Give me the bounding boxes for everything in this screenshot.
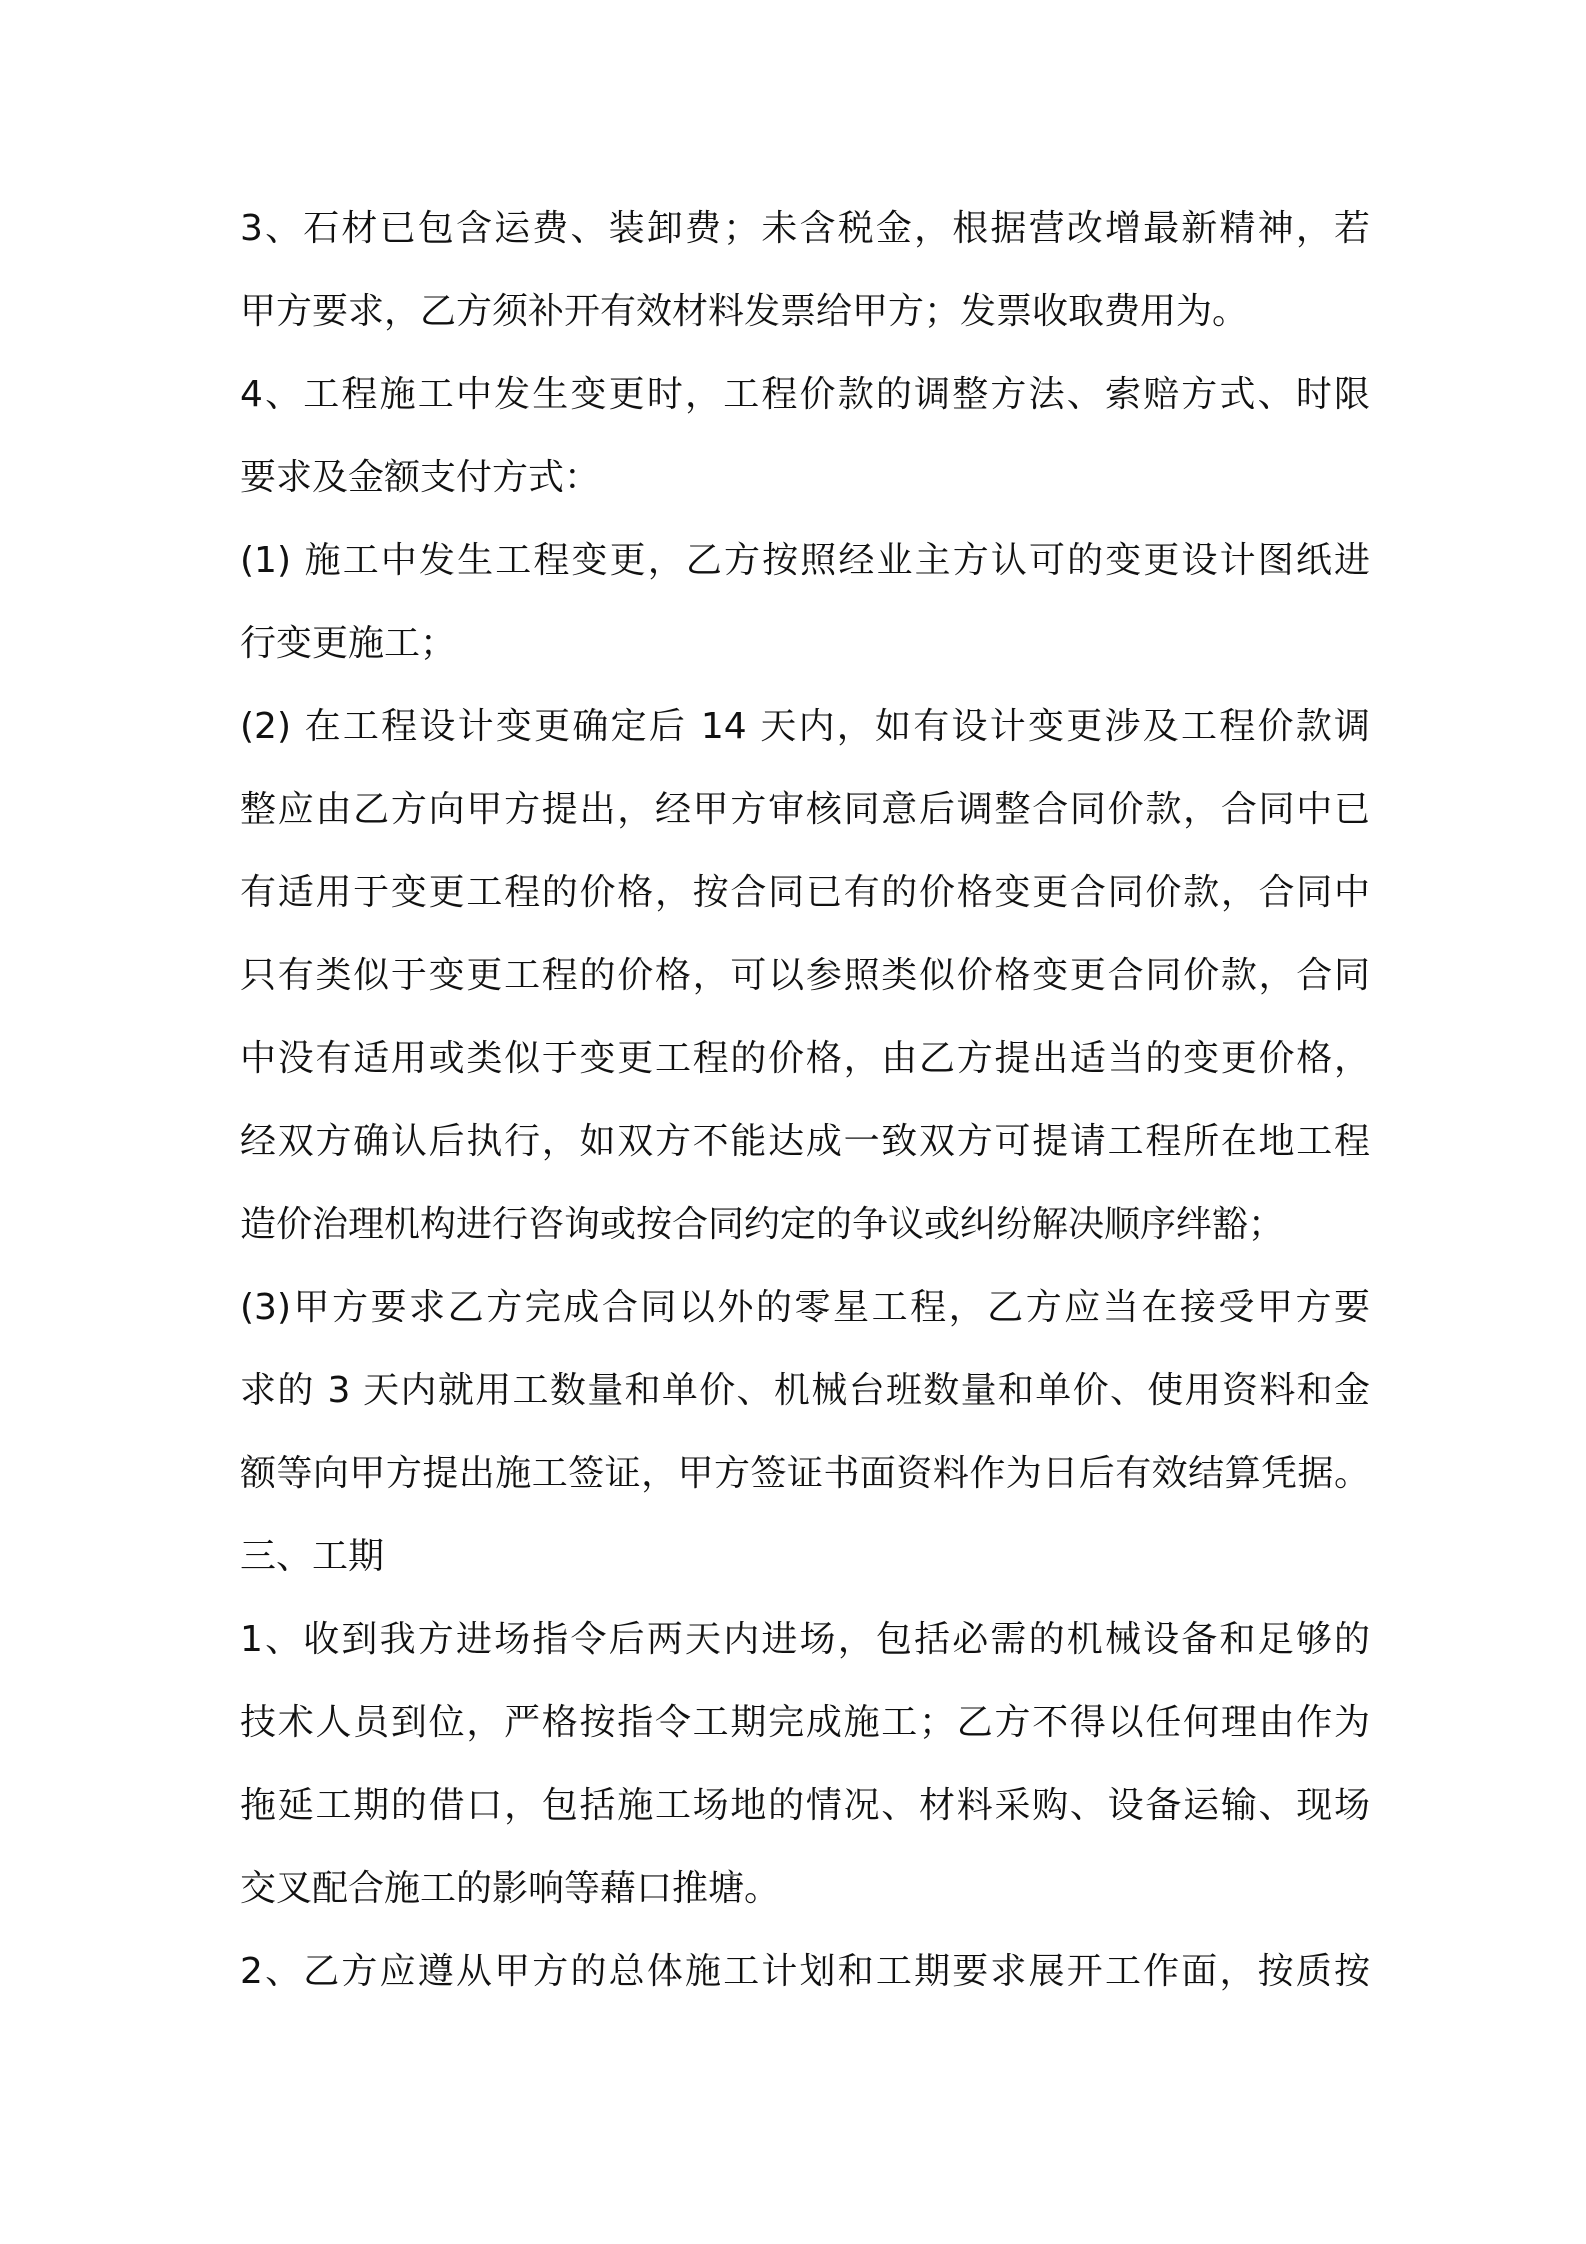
text-line: 4、工程施工中发生变更时，工程价款的调整方法、索赔方式、时限 — [240, 374, 1370, 415]
text-line: (3)甲方要求乙方完成合同以外的零星工程，乙方应当在接受甲方要 — [240, 1287, 1370, 1328]
text-line: 3、石材已包含运费、装卸费；未含税金，根据营改增最新精神，若 — [240, 208, 1370, 249]
text-line: 要求及金额支付方式： — [240, 457, 601, 498]
text-line: 2、乙方应遵从甲方的总体施工计划和工期要求展开工作面，按质按 — [240, 1951, 1370, 1992]
text-line: 经双方确认后执行，如双方不能达成一致双方可提请工程所在地工程 — [240, 1121, 1370, 1162]
text-line: 技术人员到位，严格按指令工期完成施工；乙方不得以任何理由作为 — [240, 1702, 1370, 1743]
text-line: (1) 施工中发生工程变更，乙方按照经业主方认可的变更设计图纸进 — [240, 540, 1370, 581]
text-line: 中没有适用或类似于变更工程的价格，由乙方提出适当的变更价格， — [240, 1038, 1370, 1079]
text-line: 整应由乙方向甲方提出，经甲方审核同意后调整合同价款，合同中已 — [240, 789, 1370, 830]
text-line: 只有类似于变更工程的价格，可以参照类似价格变更合同价款，合同 — [240, 955, 1370, 996]
text-line: 甲方要求，乙方须补开有效材料发票给甲方；发票收取费用为。 — [240, 291, 1249, 332]
text-line: 有适用于变更工程的价格，按合同已有的价格变更合同价款，合同中 — [240, 872, 1370, 913]
text-line: 行变更施工； — [240, 623, 457, 664]
text-line: 1、收到我方进场指令后两天内进场，包括必需的机械设备和足够的 — [240, 1619, 1370, 1660]
text-line: 拖延工期的借口，包括施工场地的情况、材料采购、设备运输、现场 — [240, 1785, 1370, 1826]
section-heading: 三、工期 — [240, 1536, 385, 1577]
text-line: 交叉配合施工的影响等藉口推塘。 — [240, 1868, 781, 1909]
text-line: 额等向甲方提出施工签证，甲方签证书面资料作为日后有效结算凭据。 — [240, 1453, 1370, 1494]
text-line: 造价治理机构进行咨询或按合同约定的争议或纠纷解决顺序绊豁； — [240, 1204, 1285, 1245]
text-line: (2) 在工程设计变更确定后 14 天内，如有设计变更涉及工程价款调 — [240, 706, 1370, 747]
text-line: 求的 3 天内就用工数量和单价、机械台班数量和单价、使用资料和金 — [240, 1370, 1370, 1411]
